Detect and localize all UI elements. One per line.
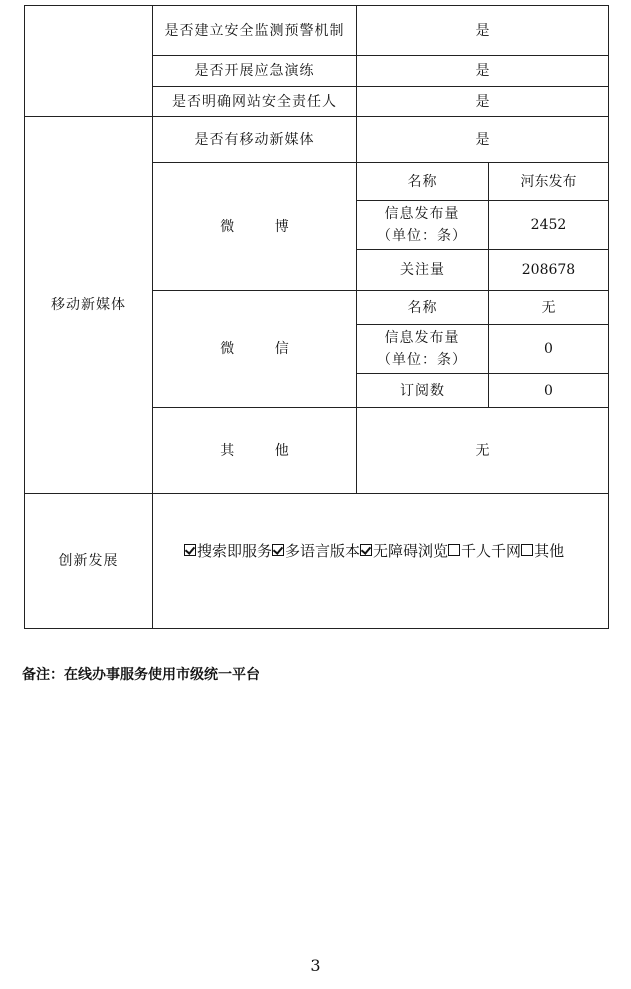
monitoring-label: 是否建立安全监测预警机制 xyxy=(164,22,345,39)
mobile-has-value: 是 xyxy=(475,131,490,148)
responsible-value: 是 xyxy=(475,93,490,110)
innovation-option[interactable]: 无障碍浏览 xyxy=(360,540,448,561)
weibo-followers-label: 关注量 xyxy=(400,262,445,278)
page-number: 3 xyxy=(310,956,321,975)
other-label: 其 他 xyxy=(220,442,307,459)
wechat-name-value: 无 xyxy=(541,299,556,316)
drill-value: 是 xyxy=(475,63,490,79)
mobile-has-label: 是否有移动新媒体 xyxy=(194,131,315,148)
checkbox-unchecked-icon[interactable] xyxy=(521,544,533,556)
checkbox-checked-icon[interactable] xyxy=(184,544,196,556)
innovation-label: 创新发展 xyxy=(58,553,119,569)
weibo-posts-label: 信息发布量（单位：条） xyxy=(377,206,467,244)
wechat-subscribers-value: 0 xyxy=(544,382,553,399)
other-value: 无 xyxy=(475,442,490,459)
mobile-section-label: 移动新媒体 xyxy=(51,297,126,313)
innovation-option[interactable]: 搜索即服务 xyxy=(184,540,272,561)
weibo-name-label: 名称 xyxy=(407,173,438,190)
wechat-name-label: 名称 xyxy=(407,299,438,316)
checkbox-unchecked-icon[interactable] xyxy=(448,544,460,556)
monitoring-value: 是 xyxy=(475,22,490,39)
responsible-label: 是否明确网站安全责任人 xyxy=(172,93,337,110)
checkbox-checked-icon[interactable] xyxy=(272,544,284,556)
weibo-label: 微 博 xyxy=(220,218,307,235)
checkbox-checked-icon[interactable] xyxy=(360,544,372,556)
innovation-option[interactable]: 千人千网 xyxy=(448,540,521,561)
weibo-name-value: 河东发布 xyxy=(520,173,577,190)
wechat-subscribers-label: 订阅数 xyxy=(400,382,445,399)
weibo-posts-value: 2452 xyxy=(530,217,567,233)
drill-label: 是否开展应急演练 xyxy=(194,63,315,79)
innovation-options xyxy=(184,538,604,562)
wechat-label: 微 信 xyxy=(220,341,307,357)
innovation-option[interactable]: 多语言版本 xyxy=(272,540,360,561)
wechat-posts-label: 信息发布量（单位：条） xyxy=(377,330,467,368)
footnote: 备注：在线办事服务使用市级统一平台 xyxy=(22,667,260,683)
innovation-option[interactable]: 其他 xyxy=(521,540,564,561)
weibo-followers-value: 208678 xyxy=(521,262,576,278)
wechat-posts-value: 0 xyxy=(544,341,553,357)
